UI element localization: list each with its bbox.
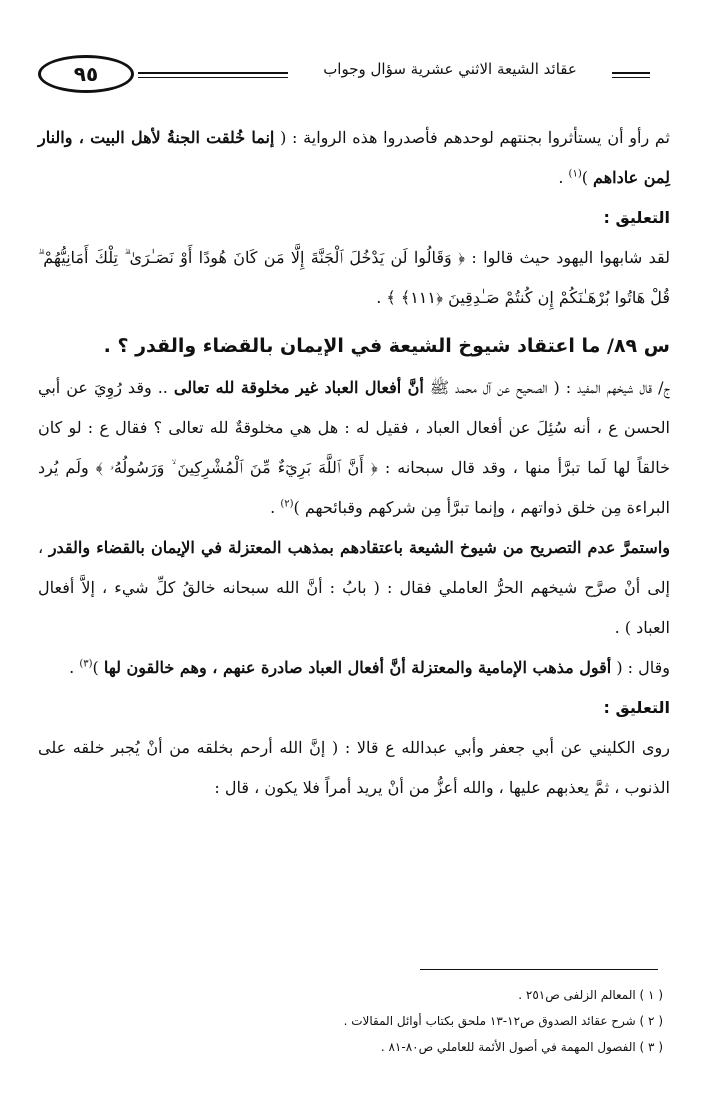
paragraph-3: ج/ قال شيخهم المفيد : ( الصحيح عن آل محمد ﷺ أنَّ أفعال العباد غير مخلوقة لله تعالى .. وقد رُوِيَ عن أبي الحسن ع ، أنه سُئِلَ عن أفعال العباد ، فقيل له : هل هي مخلوقةٌ لله تعالى ؟ فقال ع : لو كان خالقاً لها لَما تبرَّأ منها ، وقد قال سبحانه : ﴿ أَنَّ ٱللَّهَ بَرِيٓءٌ مِّنَ ٱلْمُشْرِكِينَ ۙ وَرَسُولُهُۥ ﴾ ولَم يُرد البراءة مِن خلق ذواتهم ، وإنما تبرَّأ مِن شركهم وقبائحهم )$^{(٢)}$ .	[38, 378, 670, 517]
footnotes	[38, 982, 663, 1060]
page-number	[38, 55, 134, 93]
paragraph-6: روى الكليني عن أبي جعفر وأبي عبدالله ع قالا : ( إنَّ الله أرحم بخلقه من أنْ يُجبر خلقه على الذنوب ، ثمَّ يعذبهم عليها ، والله أعزُّ من أنْ يريد أمراً فلا يكون ، قال :	[38, 738, 671, 797]
quran-verse: ﴿ أَنَّ ٱللَّهَ بَرِيٓءٌ مِّنَ ٱلْمُشْرِكِينَ ۙ وَرَسُولُهُۥ ﴾	[95, 458, 378, 477]
bold-quote: إنما خُلقت الجنةُ لأهل البيت ، والنار لِمن عاداهم	[38, 128, 670, 187]
footnote-ref: (٣)	[79, 658, 93, 670]
footnote: ( ٢ ) شرح عقائد الصدوق ص١٢-١٣ ملحق بكتاب أوائل المقالات .	[343, 1014, 663, 1028]
footnote-separator	[420, 969, 658, 970]
bold-statement: واستمرَّ عدم التصريح من شيوخ الشيعة باعتقادهم بمذهب المعتزلة في الإيمان بالقضاء والقدر	[48, 538, 671, 557]
page-number-text: ٩٥	[73, 62, 99, 86]
commentary-heading: التعليق :	[603, 208, 670, 227]
page-header	[30, 50, 670, 98]
running-title: عقائد الشيعة الاثني عشرية سؤال وجواب	[323, 60, 577, 78]
bold-quote: أقول مذهب الإمامية والمعتزلة أنَّ أفعال العباد صادرة عنهم ، وهم خالقون لها	[103, 658, 612, 677]
commentary-heading: التعليق :	[603, 698, 670, 717]
paragraph-2: لقد شابهوا اليهود حيث قالوا : ﴿ وَقَالُوا لَن يَدْخُلَ ٱلْجَنَّةَ إِلَّا مَن كَانَ هُودًا أَوْ نَصَـٰرَىٰ ۗ تِلْكَ أَمَانِيُّهُمْ ۗ قُلْ هَاتُوا بُرْهَـٰنَكُمْ إِن كُنتُمْ صَـٰدِقِينَ ﴿١١١﴾ ﴾ .	[38, 248, 671, 307]
paragraph-5: وقال : ( أقول مذهب الإمامية والمعتزلة أنَّ أفعال العباد صادرة عنهم ، وهم خالقون لها )$^{(٣)}$ .	[69, 658, 670, 677]
paragraph-4: واستمرَّ عدم التصريح من شيوخ الشيعة باعتقادهم بمذهب المعتزلة في الإيمان بالقضاء والقدر ، إلى أنْ صرَّح شيخهم الحرُّ العاملي فقال : ( بابُ : أنَّ الله سبحانه خالقُ كلِّ شيء ، إلاَّ أفعال العباد ) .	[38, 538, 671, 637]
page-body	[38, 118, 670, 808]
paragraph-1: ثم رأو أن يستأثروا بجنتهم لوحدهم فأصدروا هذه الرواية : ( إنما خُلقت الجنةُ لأهل البيت ، والنار لِمن عاداهم )$^{(١)}$ .	[38, 128, 670, 187]
footnote-ref: (١)	[568, 168, 582, 180]
header-rule	[138, 77, 288, 78]
footnote: ( ٣ ) الفصول المهمة في أصول الأئمة للعاملي ص٨٠-٨١ .	[380, 1040, 663, 1054]
question-heading: س ٨٩/ ما اعتقاد شيوخ الشيعة في الإيمان بالقضاء والقدر ؟ .	[103, 335, 670, 357]
bold-quote: أنَّ أفعال العباد غير مخلوقة لله تعالى	[173, 378, 424, 397]
footnote: ( ١ ) المعالم الزلفى ص٢٥١ .	[518, 988, 663, 1002]
footnote-ref: (٢)	[280, 498, 294, 510]
header-rule	[138, 72, 288, 74]
header-rule	[612, 72, 650, 74]
quran-verse: ﴿ وَقَالُوا لَن يَدْخُلَ ٱلْجَنَّةَ إِلَّا مَن كَانَ هُودًا أَوْ نَصَـٰرَىٰ ۗ تِلْكَ أَمَانِيُّهُمْ ۗ قُلْ هَاتُوا بُرْهَـٰنَكُمْ إِن كُنتُمْ صَـٰدِقِينَ ﴿١١١﴾ ﴾	[38, 248, 670, 307]
header-rule	[612, 77, 650, 78]
